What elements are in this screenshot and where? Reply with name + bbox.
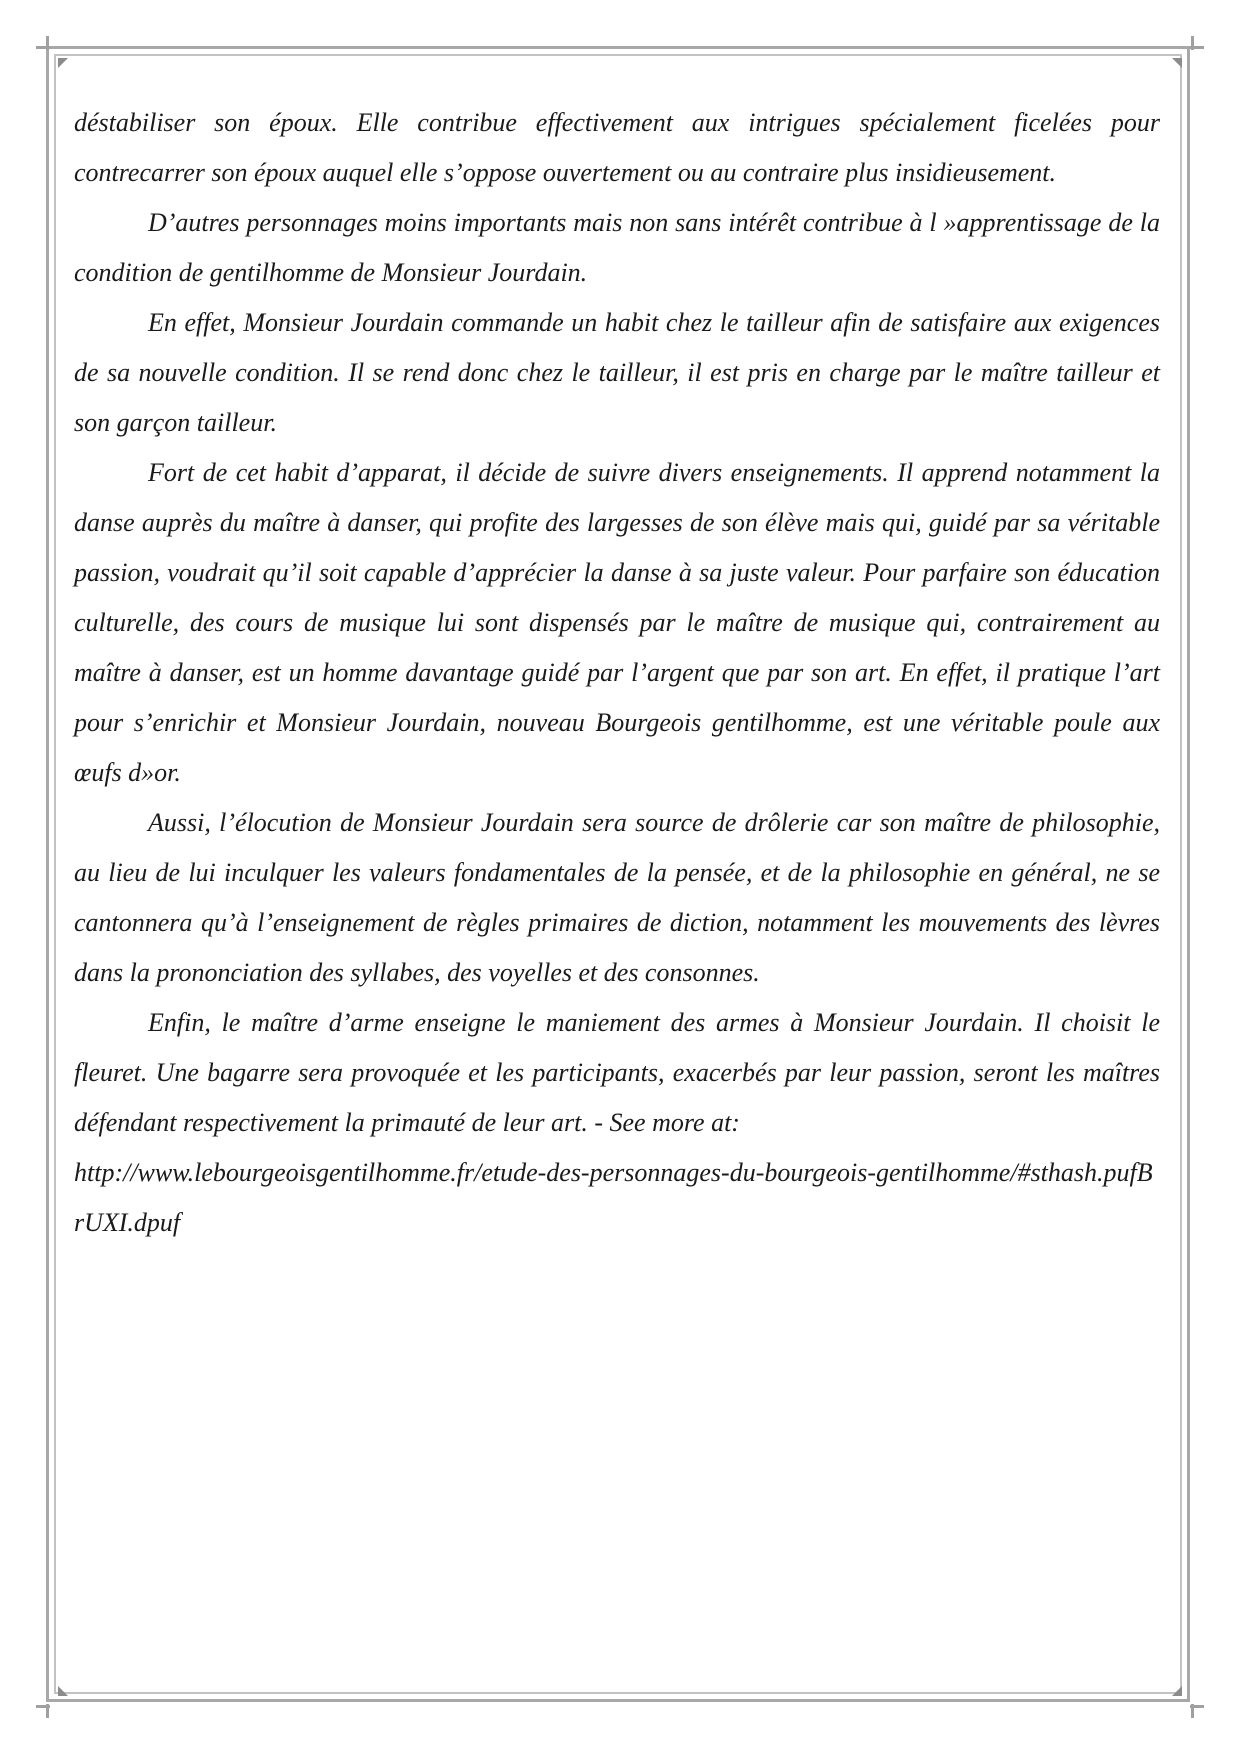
paragraph-minor-characters: D’autres personnages moins importants mais non sans intérêt contribue à l »apprentissage de la condition de gentilhomme de Monsieur Jourdain. <box>74 208 1160 287</box>
source-link[interactable]: http://www.lebourgeoisgentilhomme.fr/etude-des-personnages-du-bourgeois-gentilhomme/#sthash.pufBrUXI.dpuf <box>74 1158 1153 1237</box>
corner-ornament-bottom-right <box>1172 1686 1182 1696</box>
paragraph-dance-music-masters: Fort de cet habit d’apparat, il décide de suivre divers enseignements. Il apprend notamment la danse auprès du maître à danser, qui profite des largesses de son élève mais qui, guidé par sa véritable passion, voudrait qu’il soit capable d’apprécier la danse à sa juste valeur. Pour parfaire son éducation culturelle, des cours de musique lui sont dispensés par le maître de musique qui, contrairement au maître à danser, est un homme davantage guidé par l’argent que par son art. En effet, il pratique l’art pour s’enrichir et Monsieur Jourdain, nouveau Bourgeois gentilhomme, est une véritable poule aux œufs d»or. <box>74 458 1160 787</box>
border-tick <box>46 1704 49 1718</box>
border-tick <box>46 36 49 50</box>
corner-ornament-top-left <box>58 58 68 68</box>
paragraph-philosophy-master: Aussi, l’élocution de Monsieur Jourdain sera source de drôlerie car son maître de philosophie, au lieu de lui inculquer les valeurs fondamentales de la pensée, et de la philosophie en général, ne se cantonnera qu’à l’enseignement de règles primaires de diction, notamment les mouvements des lèvres dans la prononciation des syllabes, des voyelles et des consonnes. <box>74 808 1160 987</box>
paragraph-tailor: En effet, Monsieur Jourdain commande un habit chez le tailleur afin de satisfaire aux exigences de sa nouvelle condition. Il se rend donc chez le tailleur, il est pris en charge par le maître tailleur et son garçon tailleur. <box>74 308 1160 437</box>
border-tick <box>1191 36 1194 50</box>
border-tick <box>1191 1704 1194 1718</box>
document-body <box>74 98 1160 1248</box>
corner-ornament-top-right <box>1172 58 1182 68</box>
paragraph-fencing-master: Enfin, le maître d’arme enseigne le maniement des armes à Monsieur Jourdain. Il choisit le fleuret. Une bagarre sera provoquée et les participants, exacerbés par leur passion, seront les maîtres défendant respectivement la primauté de leur art. - See more at: <box>74 1008 1160 1137</box>
paragraph-continuation: déstabiliser son époux. Elle contribue effectivement aux intrigues spécialement ficelées pour contrecarrer son époux auquel elle s’oppose ouvertement ou au contraire plus insidieusement. <box>74 108 1160 187</box>
corner-ornament-bottom-left <box>58 1686 68 1696</box>
